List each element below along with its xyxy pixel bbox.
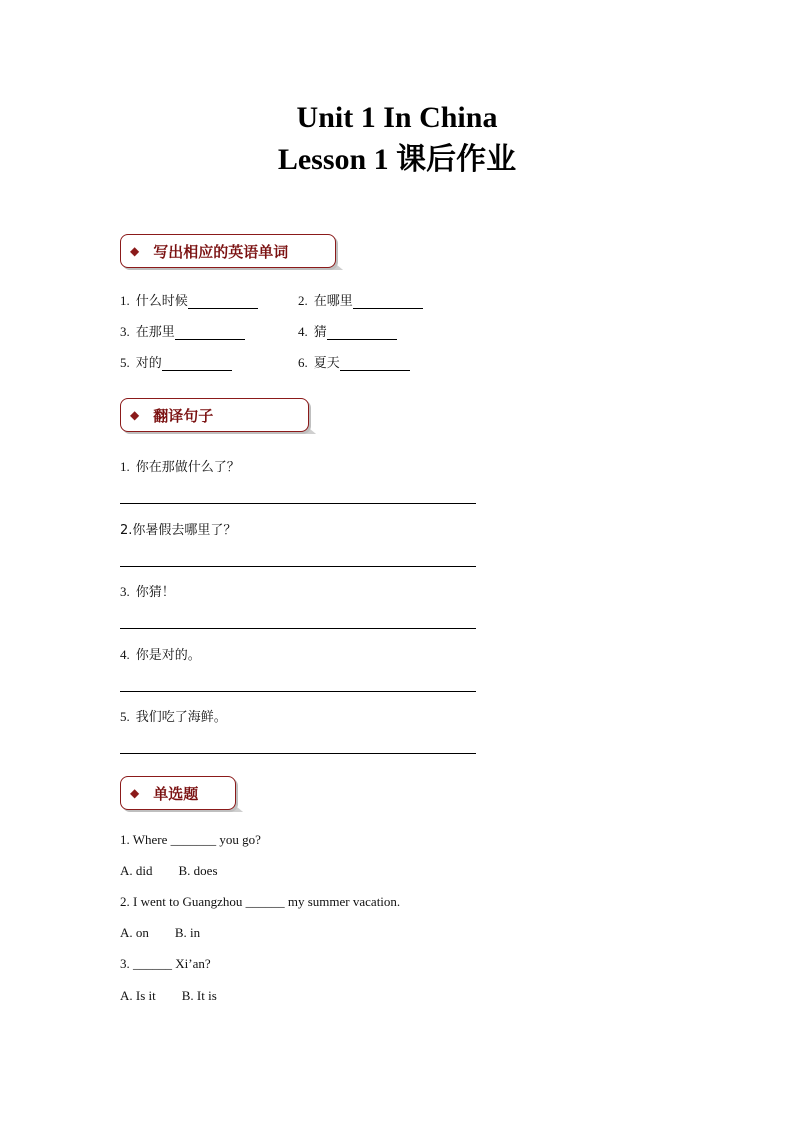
vocab-item: 1. 什么时候 bbox=[120, 290, 258, 309]
page-title: Unit 1 In China bbox=[296, 101, 498, 134]
vocab-item: 6. 夏天 bbox=[298, 352, 410, 371]
vocab-item: 5. 对的 bbox=[120, 352, 232, 371]
translation-prompt: 4. 你是对的。 bbox=[120, 647, 201, 663]
answer-line[interactable] bbox=[120, 503, 476, 504]
question-stem: 2. I went to Guangzhou ______ my summer vacation. bbox=[120, 894, 401, 909]
question-stem: 3. ______ Xi’an? bbox=[120, 956, 211, 971]
answer-blank[interactable] bbox=[327, 325, 397, 340]
question-stem: 1. Where _______ you go? bbox=[120, 832, 261, 847]
vocab-item: 3. 在那里 bbox=[120, 321, 245, 340]
question-options: A. Is it B. It is bbox=[120, 988, 217, 1003]
section-label: 单选题 bbox=[153, 784, 199, 803]
answer-line[interactable] bbox=[120, 566, 476, 567]
answer-line[interactable] bbox=[120, 691, 476, 692]
question-options: A. on B. in bbox=[120, 925, 201, 940]
translation-prompt: 2.你暑假去哪里了？ bbox=[120, 523, 237, 538]
answer-blank[interactable] bbox=[175, 325, 245, 340]
answer-blank[interactable] bbox=[188, 294, 258, 309]
question-options: A. did B. does bbox=[120, 863, 218, 878]
translation-prompt: 1. 你在那做什么了？ bbox=[120, 459, 240, 475]
translation-prompt: 5. 我们吃了海鲜。 bbox=[120, 709, 227, 725]
section-label: 写出相应的英语单词 bbox=[153, 242, 289, 261]
vocab-item: 2. 在哪里 bbox=[298, 290, 423, 309]
answer-line[interactable] bbox=[120, 753, 476, 754]
answer-line[interactable] bbox=[120, 628, 476, 629]
diamond-icon: ◆ bbox=[130, 408, 140, 422]
diamond-icon: ◆ bbox=[130, 786, 140, 800]
section-label: 翻译句子 bbox=[153, 406, 214, 425]
diamond-icon: ◆ bbox=[130, 244, 140, 258]
answer-blank[interactable] bbox=[162, 356, 232, 371]
answer-blank[interactable] bbox=[340, 356, 410, 371]
translation-prompt: 3. 你猜！ bbox=[120, 584, 175, 600]
answer-blank[interactable] bbox=[353, 294, 423, 309]
vocab-item: 4. 猜 bbox=[298, 321, 397, 340]
page-subtitle: Lesson 1 课后作业 bbox=[277, 143, 517, 176]
